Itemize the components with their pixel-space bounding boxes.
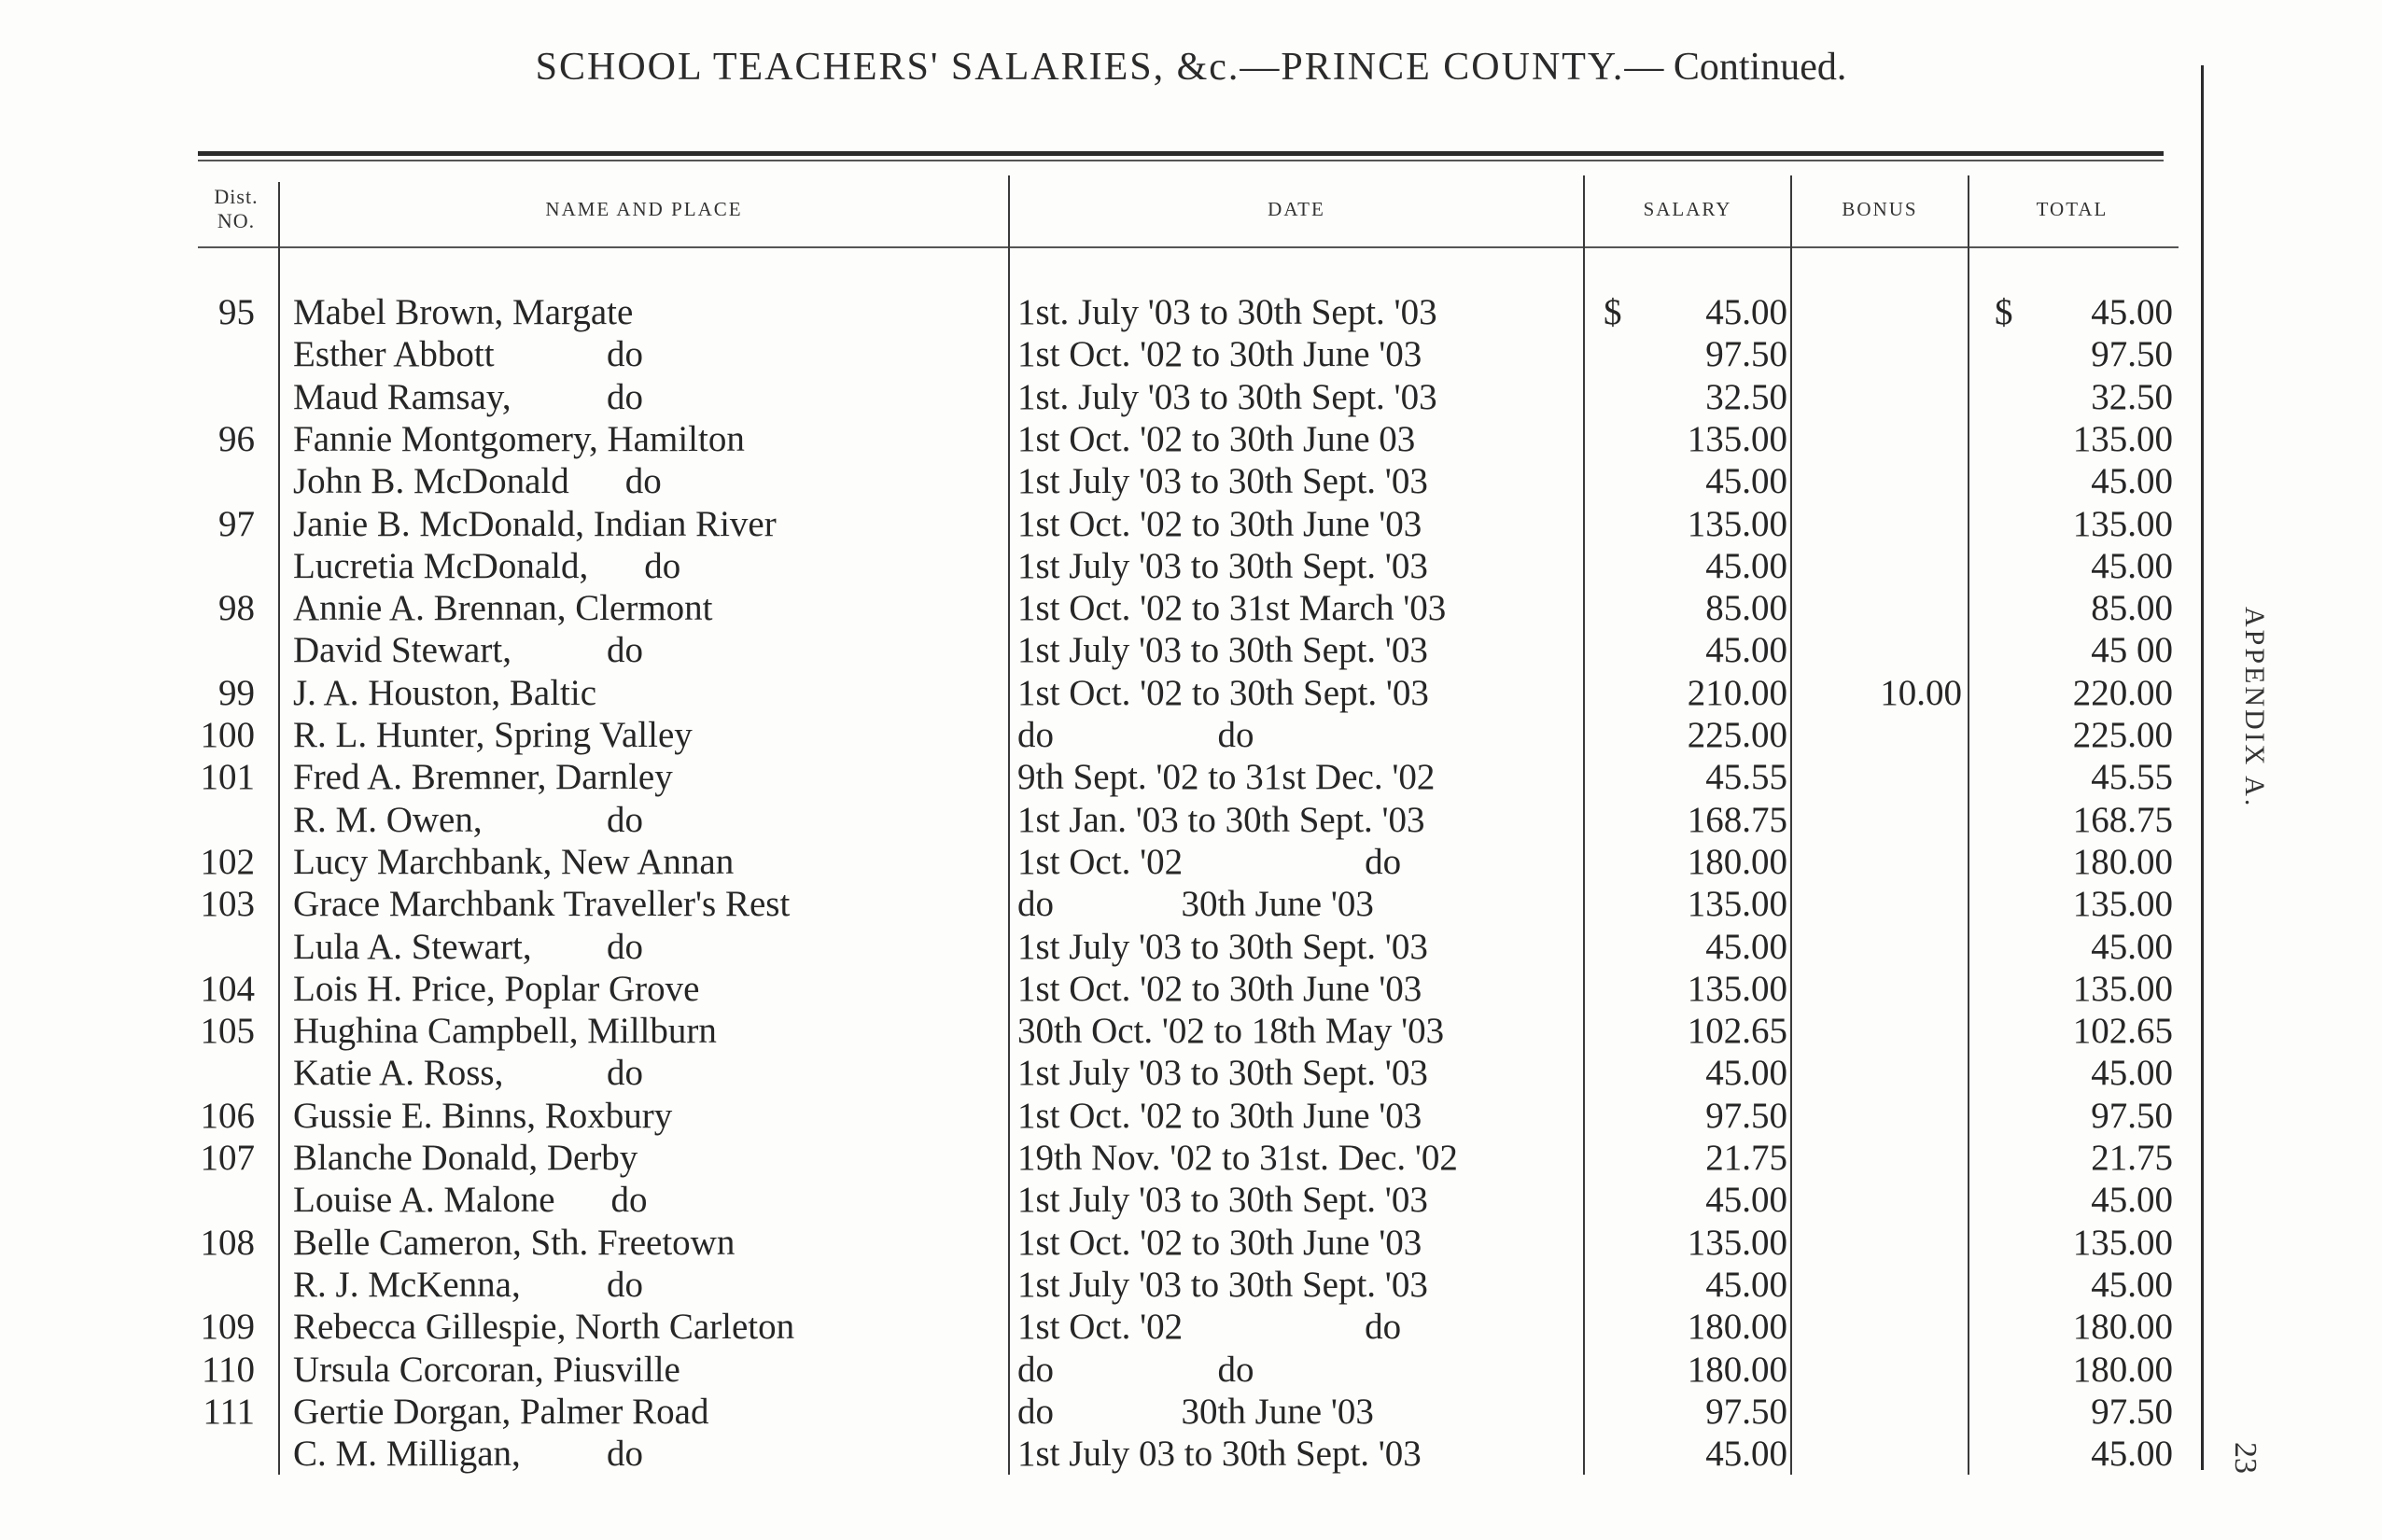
salary-value: 45.55 — [1705, 757, 1787, 798]
total-value: 220.00 — [2072, 672, 2173, 713]
dist-number: 101 — [200, 757, 255, 798]
total-value: 45.55 — [2091, 757, 2173, 798]
date-range: 1st Jan. '03 to 30th Sept. '03 — [1017, 799, 1425, 840]
place-ditto: do — [607, 1434, 643, 1475]
header-name: NAME AND PLACE — [545, 198, 743, 220]
salary-value: 32.50 — [1705, 376, 1787, 417]
salary-value: 85.00 — [1705, 588, 1787, 629]
table-row — [0, 460, 2382, 502]
date-range: 30th Oct. '02 to 18th May '03 — [1017, 1011, 1445, 1052]
teacher-name: J. A. Houston, Baltic — [293, 672, 597, 713]
teacher-name: Katie A. Ross, — [293, 1053, 504, 1094]
teacher-name: R. J. McKenna, — [293, 1264, 521, 1305]
salary-value: 180.00 — [1687, 1307, 1787, 1348]
table-row — [0, 291, 2382, 333]
header-date: DATE — [1268, 198, 1325, 220]
table-row — [0, 1137, 2382, 1179]
table-row — [0, 714, 2382, 756]
date-range: 1st July '03 to 30th Sept. '03 — [1017, 1053, 1428, 1094]
teacher-name: Fred A. Bremner, Darnley — [293, 757, 673, 798]
total-value: 135.00 — [2072, 968, 2173, 1009]
date-range: 9th Sept. '02 to 31st Dec. '02 — [1017, 757, 1436, 798]
teacher-name: Gussie E. Binns, Roxbury — [293, 1095, 673, 1136]
place-ditto: do — [607, 926, 643, 967]
salary-value: 135.00 — [1687, 1222, 1787, 1263]
total-value: 45.00 — [2091, 1180, 2173, 1221]
teacher-name: John B. McDonald — [293, 461, 569, 502]
page-title-main: SCHOOL TEACHERS' SALARIES, &c.—PRINCE COUNTY. — [535, 46, 1625, 89]
teacher-name: Maud Ramsay, — [293, 376, 511, 417]
total-value: 45.00 — [2091, 545, 2173, 586]
bonus-value: 10.00 — [1880, 672, 1962, 713]
salary-value: 135.00 — [1687, 503, 1787, 544]
total-value: 97.50 — [2091, 1095, 2173, 1136]
teacher-name: Esther Abbott — [293, 334, 495, 375]
date-range: 1st Oct. '02 to 30th June '03 — [1017, 334, 1422, 375]
dist-number: 97 — [218, 503, 255, 544]
date-range: 1st July '03 to 30th Sept. '03 — [1017, 1264, 1428, 1305]
total-value: 21.75 — [2091, 1138, 2173, 1178]
place-ditto: do — [624, 461, 662, 502]
table-row — [0, 587, 2382, 629]
total-value: 180.00 — [2072, 1307, 2173, 1348]
table-row — [0, 883, 2382, 925]
teacher-name: Belle Cameron, Sth. Freetown — [293, 1222, 736, 1263]
total-value: 45 00 — [2091, 630, 2173, 671]
total-value: 45.00 — [2091, 292, 2173, 332]
dist-number: 95 — [218, 292, 255, 332]
table-row — [0, 1306, 2382, 1348]
salary-value: 97.50 — [1705, 1391, 1787, 1432]
teacher-name: Lula A. Stewart, — [293, 926, 532, 967]
dist-number: 98 — [218, 588, 255, 629]
teacher-name: C. M. Milligan, — [293, 1434, 521, 1475]
total-value: 225.00 — [2072, 715, 2173, 755]
date-range: do 30th June '03 — [1017, 884, 1374, 925]
dist-number: 105 — [200, 1011, 255, 1052]
date-range: 1st July '03 to 30th Sept. '03 — [1017, 1180, 1428, 1221]
salary-value: 135.00 — [1687, 968, 1787, 1009]
table-row — [0, 1349, 2382, 1391]
dist-number: 96 — [218, 418, 255, 459]
table-row — [0, 503, 2382, 545]
salary-value: 102.65 — [1687, 1011, 1787, 1052]
top-rule — [198, 151, 2164, 156]
total-value: 97.50 — [2091, 334, 2173, 375]
total-value: 45.00 — [2091, 926, 2173, 967]
teacher-name: Grace Marchbank Traveller's Rest — [293, 884, 791, 925]
teacher-name: R. L. Hunter, Spring Valley — [293, 715, 693, 755]
dist-number: 99 — [218, 672, 255, 713]
date-range: 1st Oct. '02 to 31st March '03 — [1017, 588, 1447, 629]
table-row — [0, 333, 2382, 375]
table-row — [0, 1179, 2382, 1221]
date-range: do 30th June '03 — [1017, 1391, 1374, 1432]
place-ditto: do — [607, 1264, 643, 1305]
table-row — [0, 1391, 2382, 1433]
salary-value: 97.50 — [1705, 1095, 1787, 1136]
header-dist-line2: NO. — [217, 209, 256, 232]
table-row — [0, 672, 2382, 714]
table-row — [0, 841, 2382, 883]
date-range: 1st Oct. '02 to 30th Sept. '03 — [1017, 672, 1429, 713]
header-bonus: BONUS — [1842, 198, 1918, 220]
total-value: 45.00 — [2091, 1434, 2173, 1475]
page-number: 23 — [2228, 1442, 2263, 1474]
table-row — [0, 756, 2382, 798]
top-rule-thin — [198, 160, 2164, 161]
salary-value: 168.75 — [1687, 799, 1787, 840]
teacher-name: Fannie Montgomery, Hamilton — [293, 418, 745, 459]
total-value: 45.00 — [2091, 461, 2173, 502]
total-value: 32.50 — [2091, 376, 2173, 417]
dist-number: 110 — [201, 1349, 255, 1390]
date-range: 1st. July '03 to 30th Sept. '03 — [1017, 292, 1437, 332]
salary-value: 135.00 — [1687, 884, 1787, 925]
table-row — [0, 376, 2382, 418]
page-title-suffix: — Continued. — [1624, 46, 1847, 89]
teacher-name: Janie B. McDonald, Indian River — [293, 503, 777, 544]
place-ditto: do — [644, 545, 681, 586]
date-range: 1st Oct. '02 do — [1017, 1307, 1402, 1348]
place-ditto: do — [610, 1180, 648, 1221]
salary-value: 45.00 — [1705, 292, 1787, 332]
salary-value: 21.75 — [1705, 1138, 1787, 1178]
total-value: 168.75 — [2072, 799, 2173, 840]
date-range: 1st July '03 to 30th Sept. '03 — [1017, 630, 1428, 671]
date-range: 1st Oct. '02 to 30th June '03 — [1017, 968, 1422, 1009]
table-row — [0, 1433, 2382, 1475]
salary-value: 180.00 — [1687, 841, 1787, 882]
place-ditto: do — [607, 1053, 643, 1094]
total-value: 180.00 — [2072, 841, 2173, 882]
total-value: 97.50 — [2091, 1391, 2173, 1432]
side-label: APPENDIX A. — [2239, 607, 2270, 809]
teacher-name: Ursula Corcoran, Piusville — [293, 1349, 680, 1390]
dist-number: 103 — [200, 884, 255, 925]
teacher-name: Louise A. Malone — [293, 1180, 555, 1221]
date-range: do do — [1017, 715, 1254, 755]
total-value: 135.00 — [2072, 503, 2173, 544]
salary-value: 45.00 — [1705, 630, 1787, 671]
dist-number: 102 — [200, 841, 255, 882]
table-row — [0, 1264, 2382, 1306]
dist-number: 106 — [200, 1095, 255, 1136]
header-total: TOTAL — [2036, 198, 2109, 220]
date-range: 1st Oct. '02 to 30th June '03 — [1017, 1095, 1422, 1136]
date-range: 1st July '03 to 30th Sept. '03 — [1017, 461, 1428, 502]
teacher-name: Rebecca Gillespie, North Carleton — [293, 1307, 795, 1348]
total-value: 180.00 — [2072, 1349, 2173, 1390]
salary-value: 135.00 — [1687, 418, 1787, 459]
total-currency: $ — [1995, 292, 2013, 332]
table-row — [0, 1222, 2382, 1264]
place-ditto: do — [607, 334, 643, 375]
table-row — [0, 418, 2382, 460]
teacher-name: Mabel Brown, Margate — [293, 292, 634, 332]
salary-value: 45.00 — [1705, 461, 1787, 502]
teacher-name: Lucy Marchbank, New Annan — [293, 841, 735, 882]
table-row — [0, 629, 2382, 671]
dist-number: 109 — [200, 1307, 255, 1348]
header-salary: SALARY — [1643, 198, 1732, 220]
date-range: 1st July '03 to 30th Sept. '03 — [1017, 545, 1428, 586]
teacher-name: Blanche Donald, Derby — [293, 1138, 638, 1178]
table-row — [0, 545, 2382, 587]
teacher-name: Hughina Campbell, Millburn — [293, 1011, 717, 1052]
salary-value: 45.00 — [1705, 926, 1787, 967]
salary-value: 97.50 — [1705, 334, 1787, 375]
total-value: 85.00 — [2091, 588, 2173, 629]
table-row — [0, 1010, 2382, 1052]
date-range: 1st. July '03 to 30th Sept. '03 — [1017, 376, 1437, 417]
table-row — [0, 1095, 2382, 1137]
total-value: 135.00 — [2072, 418, 2173, 459]
date-range: do do — [1017, 1349, 1254, 1390]
place-ditto: do — [607, 799, 643, 840]
salary-value: 45.00 — [1705, 1180, 1787, 1221]
teacher-name: Lucretia McDonald, — [293, 545, 589, 586]
total-value: 45.00 — [2091, 1053, 2173, 1094]
dist-number: 111 — [203, 1391, 255, 1432]
date-range: 1st Oct. '02 to 30th June '03 — [1017, 1222, 1422, 1263]
dist-number: 107 — [200, 1138, 255, 1178]
date-range: 1st Oct. '02 to 30th June 03 — [1017, 418, 1416, 459]
date-range: 19th Nov. '02 to 31st. Dec. '02 — [1017, 1138, 1458, 1178]
place-ditto: do — [607, 376, 643, 417]
total-value: 102.65 — [2072, 1011, 2173, 1052]
header-dist-line1: Dist. — [214, 185, 259, 208]
total-value: 45.00 — [2091, 1264, 2173, 1305]
header-dist — [196, 185, 276, 233]
date-range: 1st Oct. '02 do — [1017, 841, 1402, 882]
date-range: 1st Oct. '02 to 30th June '03 — [1017, 503, 1422, 544]
salary-value: 45.00 — [1705, 1434, 1787, 1475]
table-row — [0, 1052, 2382, 1094]
dist-number: 108 — [200, 1222, 255, 1263]
salary-value: 45.00 — [1705, 1053, 1787, 1094]
salary-value: 45.00 — [1705, 545, 1787, 586]
salary-value: 180.00 — [1687, 1349, 1787, 1390]
table-row — [0, 799, 2382, 841]
total-value: 135.00 — [2072, 1222, 2173, 1263]
dist-number: 100 — [200, 715, 255, 755]
total-value: 135.00 — [2072, 884, 2173, 925]
salary-value: 225.00 — [1687, 715, 1787, 755]
place-ditto: do — [607, 630, 643, 671]
teacher-name: Annie A. Brennan, Clermont — [293, 588, 713, 629]
page-title — [0, 45, 2382, 90]
table-row — [0, 968, 2382, 1010]
table-row — [0, 926, 2382, 968]
date-range: 1st July 03 to 30th Sept. '03 — [1017, 1434, 1422, 1475]
dist-number: 104 — [200, 968, 255, 1009]
salary-value: 210.00 — [1687, 672, 1787, 713]
header-bottom-rule — [198, 246, 2179, 248]
salary-currency: $ — [1604, 292, 1622, 332]
teacher-name: Gertie Dorgan, Palmer Road — [293, 1391, 709, 1432]
date-range: 1st July '03 to 30th Sept. '03 — [1017, 926, 1428, 967]
teacher-name: Lois H. Price, Poplar Grove — [293, 968, 700, 1009]
teacher-name: David Stewart, — [293, 630, 511, 671]
salary-value: 45.00 — [1705, 1264, 1787, 1305]
teacher-name: R. M. Owen, — [293, 799, 483, 840]
